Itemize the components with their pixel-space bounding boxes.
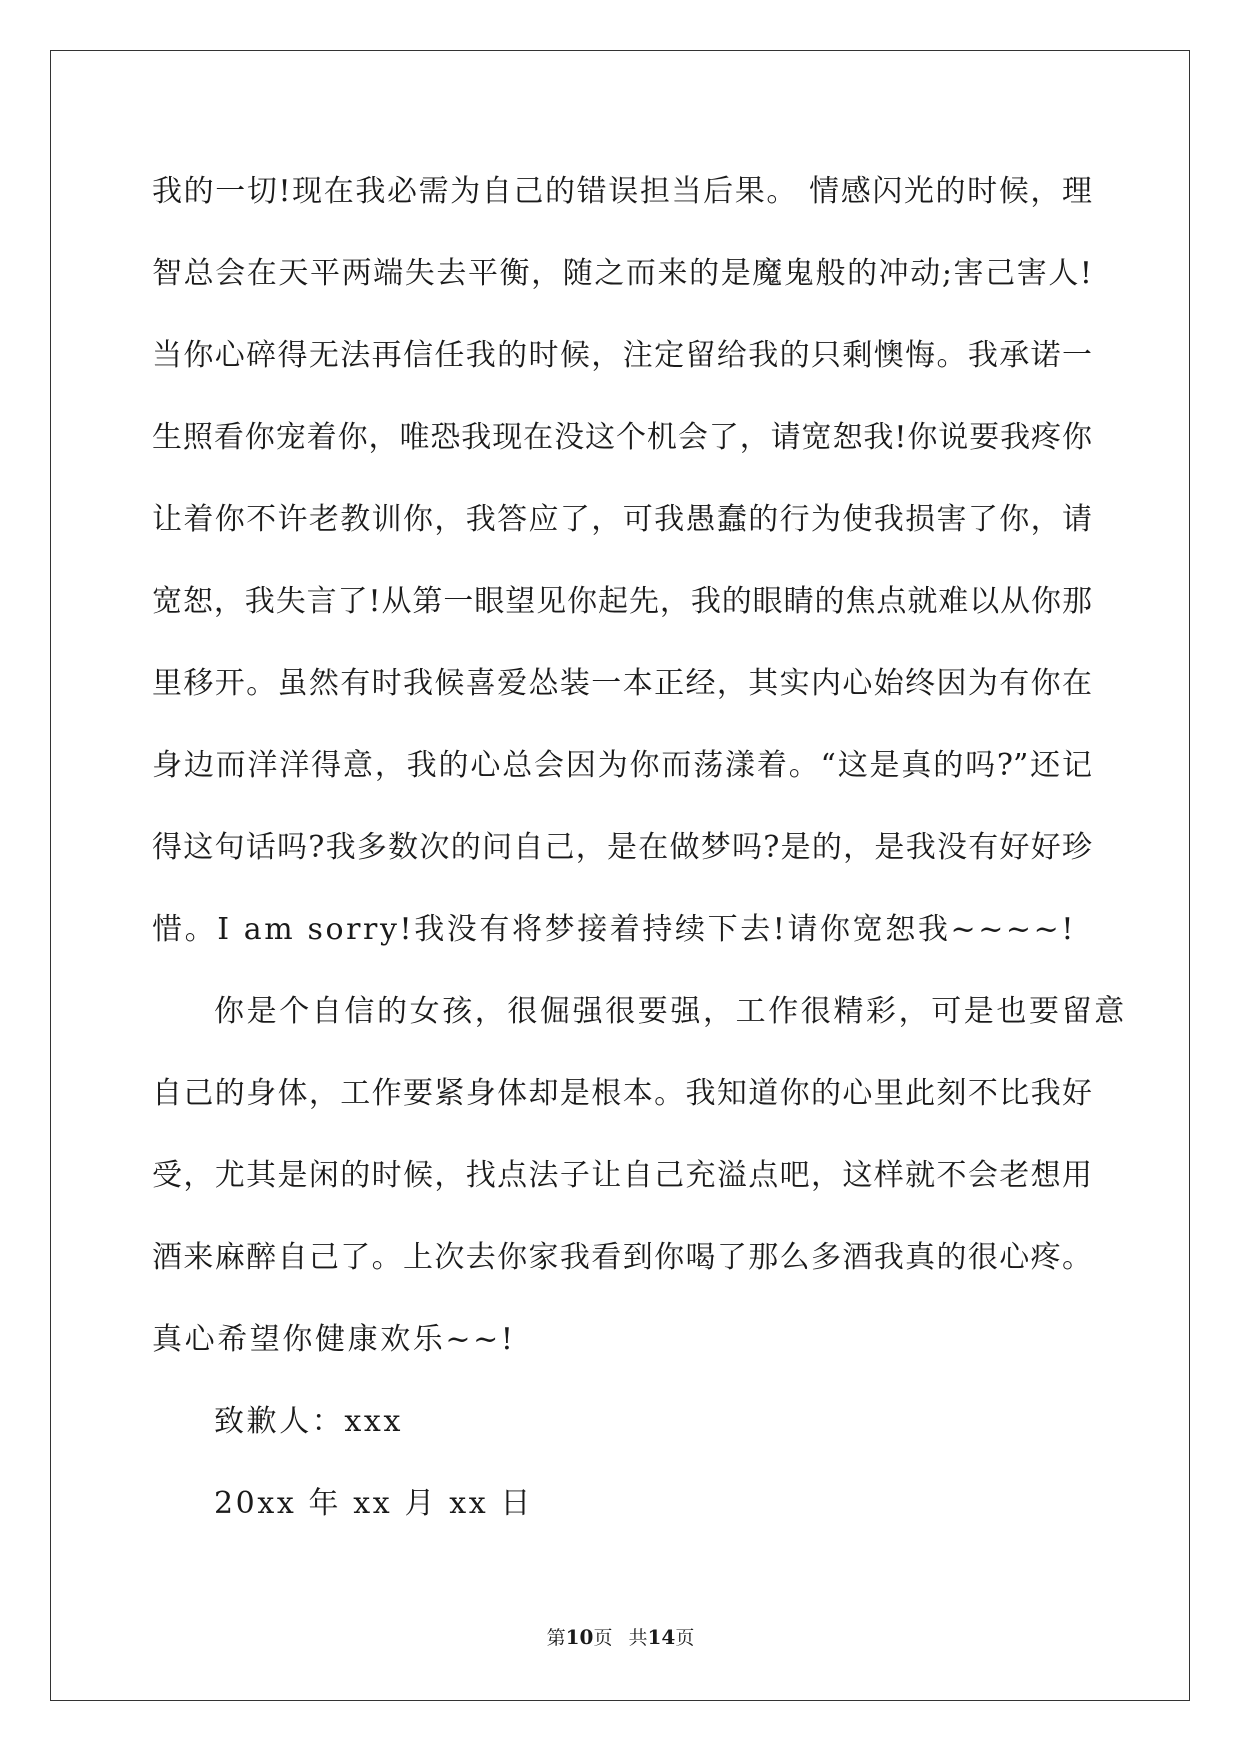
current-page-number: 10 [565,1625,594,1649]
text-line: 当你心碎得无法再信任我的时候，注定留给我的只剩懊悔。我承诺一 [152,338,1092,373]
text-line: 得这句话吗?我多数次的问自己，是在做梦吗?是的，是我没有好好珍 [152,830,1092,865]
footer-prefix: 第 [546,1627,566,1649]
page-footer [0,1623,1241,1652]
total-page-number: 14 [647,1625,676,1649]
document-body [152,162,1127,1556]
text-line: 里移开。虽然有时我候喜爱怂装一本正经，其实内心始终因为有你在 [152,666,1092,701]
text-line: 你是个自信的女孩，很倔强很要强，工作很精彩，可是也要留意 [214,994,1127,1029]
text-line: 生照看你宠着你，唯恐我现在没这个机会了，请宽恕我!你说要我疼你 [152,420,1092,455]
text-line: 我的一切!现在我必需为自己的错误担当后果。 情感闪光的时候，理 [152,174,1092,209]
text-line: 身边而洋洋得意，我的心总会因为你而荡漾着。“这是真的吗?”还记 [152,748,1092,783]
signature-line: 致歉人：xxx [214,1404,403,1439]
text-line: 酒来麻醉自己了。上次去你家我看到你喝了那么多酒我真的很心疼。 [152,1240,1092,1275]
footer-total-unit: 页 [675,1627,695,1649]
text-line: 惜。I am sorry!我没有将梦接着持续下去!请你宽恕我~~~~! [152,912,1077,947]
text-line: 受，尤其是闲的时候，找点法子让自己充溢点吧，这样就不会老想用 [152,1158,1092,1193]
date-line: 20xx 年 xx 月 xx 日 [214,1486,533,1521]
text-line: 自己的身体，工作要紧身体却是根本。我知道你的心里此刻不比我好 [152,1076,1092,1111]
text-line: 真心希望你健康欢乐~~! [152,1322,516,1357]
footer-total-prefix: 共 [628,1627,648,1649]
text-line: 宽恕，我失言了!从第一眼望见你起先，我的眼睛的焦点就难以从你那 [152,584,1092,619]
text-line: 让着你不许老教训你，我答应了，可我愚蠢的行为使我损害了你，请 [152,502,1092,537]
footer-page-unit: 页 [593,1627,613,1649]
text-line: 智总会在天平两端失去平衡，随之而来的是魔鬼般的冲动;害己害人! [152,256,1092,291]
